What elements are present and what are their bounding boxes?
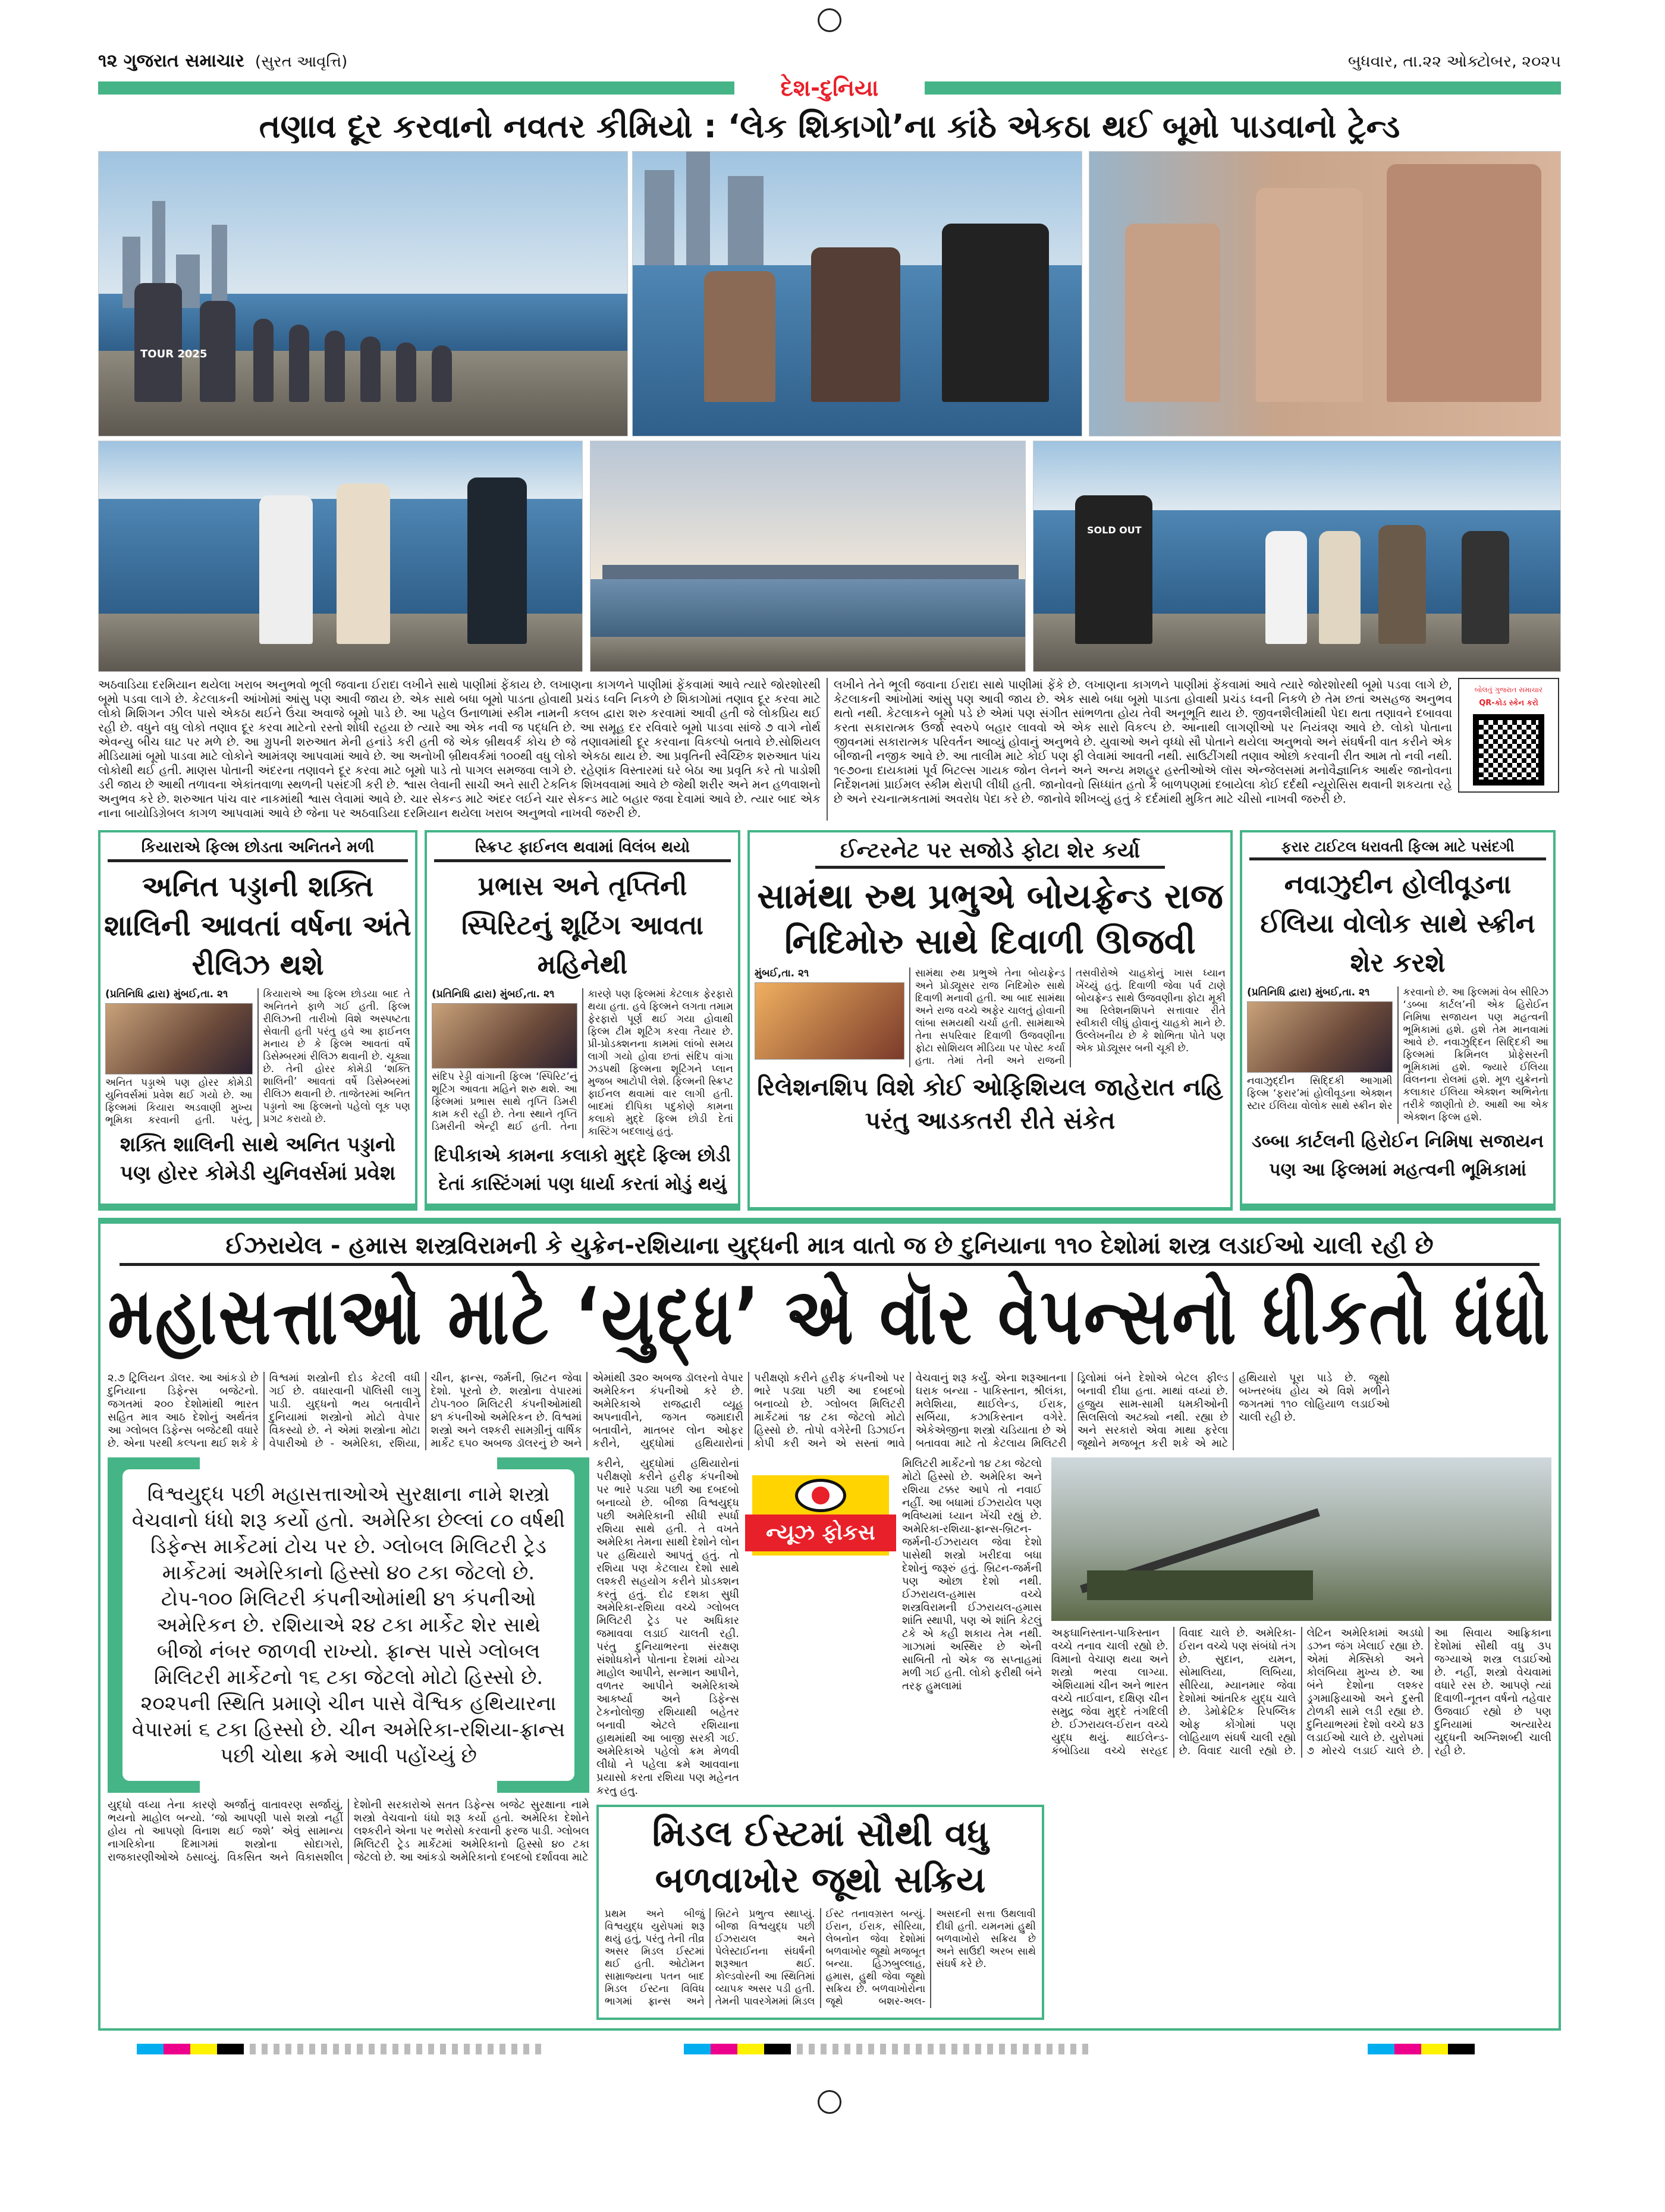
shirt-print-2: SOLD OUT: [1087, 524, 1142, 536]
couple-photo: [755, 982, 904, 1060]
qr-code-icon[interactable]: [1473, 714, 1544, 785]
dateline: (પ્રતિનિધિ દ્વારા) મુંબઈ,તા. ૨૧: [432, 988, 555, 1001]
film-story-3: [747, 830, 1233, 1211]
eye-icon: [795, 1479, 846, 1512]
dateline: (પ્રતિનિધિ દ્વારા) મુંબઈ,તા. ૨૧: [1247, 986, 1370, 999]
story-kicker: સ્ક્રિપ્ટ ફાઈનલ થવામાં વિલંબ થયો: [475, 838, 690, 857]
story-body: નવાઝુદ્દીન સિદ્દિકી આગામી ફિલ્મ ‘ફરાર’માં હોલીવૂડના એક્શન સ્ટાર ઈલિયા વોલોક સાથે સ્ક્રીન શેર કરવાનો છે. આ ફિલ્મમાં વેબ સીરિઝ ‘ડબ્બા કાર્ટલ’ની એક હિરોઈન નિમિષા સજાયન પણ મહત્વની ભૂમિકામાં હશે. હશે તેમ માનવામાં આવે છે. નવાઝુદ્દિન સિદ્દિકી આ ફિલ્મમાં ક્રિમિનલ પ્રોફેસરની ભૂમિકામાં હશે. જ્યારે ઈલિયા વિલનના રોલમાં હશે. મૂળ યુક્રેનનો કલાકાર ઈલિયા એક્શન અભિનેતા તરીકે જાણીતો છે. આથી આ એક એક્શન ફિલ્મ હશે.: [1247, 986, 1548, 1124]
war-headline: મહાસત્તાઓ માટે ‘યુદ્ધ’ એ વૉર વેપન્સનો ધીકતો ધંધો: [108, 1271, 1551, 1363]
story-subheadline: શક્તિ શાલિની સાથે અનિત પડ્ડાનો પણ હોરર કોમેડી યુનિવર્સમાં પ્રવેશ: [120, 1133, 396, 1186]
story-subheadline: ડબ્બા કાર્ટલની હિરોઈન નિમિષા સજાયન પણ આ ફિલ્મમાં મહત્વની ભૂમિકામાં: [1252, 1131, 1544, 1181]
color-bar: [797, 2044, 1094, 2054]
lead-photo-6: [1033, 441, 1561, 672]
actors-photo: [1247, 1001, 1393, 1073]
story-headline: સામંથા રુથ પ્રભુએ બોયફ્રેન્ડ રાજ નિદિમોરુ સાથે દિવાળી ઊજવી: [757, 876, 1223, 962]
film-story-4: [1240, 830, 1556, 1211]
story-headline: અનિત પડ્ડાની શક્તિ શાલિની આવતાં વર્ષના અંતે રીલિઝ થશે: [104, 870, 411, 982]
war-article: [98, 1218, 1561, 2031]
color-bar: [250, 2044, 547, 2054]
dateline: મુંબઈ,તા. ૨૧: [755, 967, 809, 980]
story-kicker: ફરાર ટાઈટલ ધરાવતી ફિલ્મ માટે પસંદગી: [1281, 838, 1515, 856]
middle-east-box: [596, 1805, 1044, 2020]
story-subheadline: રિલેશનશિપ વિશે કોઈ ઓફિશિયલ જાહેરાત નહિ પરંતુ આડકતરી રીતે સંકેત: [757, 1074, 1223, 1135]
middle-east-headline: મિડલ ઈસ્ટમાં સૌથી વધુ બળવાખોર જૂથો સક્રિય: [652, 1813, 989, 1902]
film-row: [98, 830, 1561, 1211]
artillery-photo: [1051, 1457, 1551, 1621]
lead-headline: તણાવ દૂર કરવાનો નવતર કીમિયો : ‘લેક શિકાગો’ના કાંઠે એકઠા થઈ બૂમો પાડવાનો ટ્રેન્ડ: [259, 108, 1400, 145]
story-kicker: ઈન્ટરનેટ પર સજોડે ફોટા શેર કર્યા: [840, 838, 1141, 863]
lead-photo-1: [98, 151, 628, 436]
war-kicker: ઈઝરાયેલ - હમાસ શસ્ત્રવિરામની કે યુક્રેન-રશિયાના યુદ્ધની માત્ર વાતો જ છે દુનિયાના ૧૧૦ દેશોમાં શસ્ત્ર લડાઈઓ ચાલી રહી છે: [225, 1232, 1434, 1260]
dateline: (પ્રતિનિધિ દ્વારા) મુંબઈ,તા. ૨૧: [105, 988, 228, 1001]
color-bar-row: [98, 2044, 1561, 2054]
registration-mark-top: [818, 8, 841, 32]
story-headline: નવાઝુદીન હોલીવૂડના ઈલિયા વોલોક સાથે સ્ક્રીન શેર કરશે: [1260, 869, 1535, 979]
war-middle-column: [596, 1457, 1044, 2020]
lead-body-col-1: અઠવાડિયા દરમિયાન થયેલા ખરાબ અનુભવો ભૂલી જવાના ઈરાદા લખીને સાથે પાણીમાં ફેંકાય છે. લખાણના કાગળને પાણીમાં ફેંકવામાં આવે ત્યારે જોરશોરથી બૂમો પડવા લાગે છે. કેટલાકની આંખોમાં આંસુ પણ આવી જાય છે. એક સાથે બધા બૂમો પાડતા હોવાથી પ્રચંડ ધ્વનિ નિકળે છે શિકાગોમાં તણાવ દૂર કરવા માટે લોકો મિશિગન ઝીલ પાસે એકઠા થઈને ઉંચા અવાજે બૂમો પાડે છે. આ પહેલ ઉનાળામાં સ્કીમ નામની કલબ દ્વારા શરુ કરવામાં આવી હતી જે લોકપ્રિય થઈ રહી છે. વધુને વધુ લોકો તણાવ દૂર કરવા માટેનો રસ્તો શોધી રહયા છે ત્યારે આ એક નવી જ પદ્ધતિ છે. આ સમૂહ દર રવિવારે બૂમો પાડવા સાંજે ૭ વાગે નોર્થ એવન્યુ બીચ ઘાટ પર મળે છે. આ ગ્રુપની શરુઆત મેની હનાંડે કરી હતી જે એક બ્રીથવર્ક કોચ છે જે તણાવમાંથી દૂર કરવાના વિકલ્પો બતાવે છે.સોશિયલ મીડિયામાં બૂમો પાડવા માટે લોકોને આમંત્રણ આપવામાં આવે છે. આ અનોખી બ્રીથવર્કમાં ૧૦૦થી વધુ લોકો એકઠા થાય છે. આ પ્રવૃતિની સ્વૈચ્છિક શરુઆત પાંચ લોકોથી થઈ હતી. માણસ પોતાની અંદરના તણાવને દૂર કરવા માટે બૂમો પાડે તો પાગલ સમજવા લાગે છે. રહેણાંક વિસ્તારમાં ઘરે બેઠા આ પ્રવૃતિ કરે તો પાડોશી ડરી જાય છે આથી તળાવના એકાંતવાળા સ્થળની પસંદગી કરી છે. શ્વાસ લેવાની સાચી અને સારી ટેકનિક શિખવવામાં આવે છે જેથી શરીર અને મન હળવાશનો અનુભવ કરે છે. શરુઆત પાંચ વાર નાકમાંથી શ્વાસ લેવામાં આવે છે. ચાર સેકન્ડ માટે અંદર લઈને ચાર સેકન્ડ માટે બહાર જવા દેવામાં આવે છે. ત્યાર બાદ એક નાના બાયોડિગ્રેબલ કાગળ આપવામાં આવે છે જેના પર અઠવાડિયા દરમિયાન થયેલા ખરાબ અનુભવો નાખવી જરુરી છે.: [98, 678, 821, 821]
lead-photo-2: [632, 151, 1082, 436]
section-title: દેશ-દુનિયા: [780, 74, 879, 101]
news-focus-label: ન્યૂઝ ફોકસ: [745, 1515, 896, 1551]
war-right-column: [1051, 1457, 1551, 1758]
actors-photo: [432, 1003, 577, 1069]
color-bar: [137, 2044, 244, 2054]
war-body-right: અફઘાનિસ્તાન-પાકિસ્તાન વચ્ચે તનાવ ચાલી રહ્યો છે. વિમાનો વેચાણ થયા અને શસ્ત્રો ભરવા લાગ્યા. એશિયામાં ચીન અને ભારત વચ્ચે તાઈવાન, દક્ષિણ ચીન સમુદ્ર જેવા મુદ્દે તંગદિલી છે. ઈઝરાયલ-ઈરાન વચ્ચે યુદ્ધ થયું. થાઈલેન્ડ-કંબોડિયા વચ્ચે સરહદ વિવાદ ચાલે છે. અમેરિકા-ઈરાન વચ્ચે પણ સંબંધો તંગ છે. સુદાન, યમન, સોમાલિયા, લિબિયા, સીરિયા, મ્યાનમાર જેવા દેશોમાં આંતરિક યુદ્ધ ચાલે છે. ડેમોક્રેટિક રિપબ્લિક ઓફ કોંગોમાં પણ લોહિયાળ સંઘર્ષ ચાલી રહ્યો છે. વિવાદ ચાલી રહ્યો છે. લેટિન અમેરિકામાં અડધો ડઝન જંગ ખેલાઈ રહ્યા છે. એમાં મેક્સિકો અને કોલંબિયા મુખ્ય છે. આ બંને દેશોના લશ્કર ડ્રગમાફિયાઓ અને દુસ્તી ટોળકી સામે લડી રહ્યા છે. દુનિયાભરમાં દેશો વચ્ચે ૪૩ લડાઈઓ ચાલે છે. યુરોપમાં ૭ મોરચે લડાઈ ચાલે છે. આ સિવાય આફ્રિકાના દેશોમાં સૌથી વધુ ૩૫ જગ્યાએ શસ્ત્ર લડાઈઓ છે. નહીં, શસ્ત્રો વેચવામાં વધારે રસ છે. આપણે ત્યાં દિવાળી-નૂતન વર્ષનો તહેવાર ઉજવાઈ રહ્યો છે પણ દુનિયામાં અત્યારેય યુદ્ધની અગ્નિશબ્દી ચાલી રહી છે.: [1051, 1627, 1551, 1758]
news-focus-slot: [746, 1457, 895, 1556]
qr-code-box[interactable]: [1458, 678, 1559, 793]
qr-instruction: QR-કોડ સ્કેન કરો: [1479, 699, 1538, 708]
story-kicker: કિયારાએ ફિલ્મ છોડતા અનિતને મળી: [141, 838, 375, 857]
war-body-mid-2: મિલિટરી માર્કેટનો ૧૪ ટકા જેટલો મોટો હિસ્સો છે. અમેરિકા અને રશિયા ટક્કર આપે તો નવાઈ નહીં. આ બધામાં ઈઝરાયેલ પણ ભવિષ્યમાં ધ્યાન ખેંચી રહ્યું છે. અમેરિકા-રશિયા-ફ્રાન્સ-બ્રિટન-જર્મની-ઈઝરાયલ જેવા દેશો પાસેથી શસ્ત્રો ખરીદવા બધા દેશોનું જરૂરું હતું. બ્રિટન-જર્મની પણ ઓછા દેશો નથી. ઈઝરાયલ-હમાસ વચ્ચે શસ્ત્રવિરામની ઈઝરાયલ-હમાસ શાંતિ સ્થાપી, પણ એ શાંતિ કેટલું ટકે એ કહી શકાય તેમ નથી. ગાઝામાં અસ્થિર છે એની સાબિતી તો એક જ સપ્તાહમાં મળી ગઈ હતી. લોકો ફરીથી બંને તરફ હુમલામાં: [902, 1457, 1042, 1693]
header-bar-row: [98, 71, 1561, 105]
actress-photo: [105, 1003, 253, 1074]
lead-photo-grid: [98, 151, 1561, 672]
lead-photo-3: [1089, 151, 1561, 436]
issue-date: બુધવાર, તા.૨૨ ઓક્ટોબર, ૨૦૨૫: [1347, 52, 1561, 71]
callout-frame: [108, 1457, 589, 1793]
news-focus-logo: [752, 1475, 889, 1556]
page-paper-name: ૧૨ ગુજરાત સમાચાર: [98, 51, 244, 71]
callout-quote: વિશ્વયુદ્ધ પછી મહાસત્તાઓએ સુરક્ષાના નામે શસ્ત્રો વેચવાનો ધંધો શરૂ કર્યો હતો. અમેરિકા છેલ્લાં ૮૦ વર્ષથી ડિફેન્સ માર્કેટમાં ટોચ પર છે. ગ્લોબલ મિલિટરી ટ્રેડ માર્કેટમાં અમેરિકાનો હિસ્સો ૪૦ ટકા જેટલો છે. ટોપ-૧૦૦ મિલિટરી કંપનીઓમાંથી ૪૧ કંપનીઓ અમેરિકન છે. રશિયાએ ૨૪ ટકા માર્કેટ શેર સાથે બીજો નંબર જાળવી રાખ્યો. ફ્રાન્સ પાસે ગ્લોબલ મિલિટરી માર્કેટનો ૧૬ ટકા જેટલો મોટો હિસ્સો છે. ૨૦૨૫ની સ્થિતિ પ્રમાણે ચીન પાસે વૈશ્વિક હથિયારના વેપારમાં ૬ ટકા હિસ્સો છે. ચીન અમેરિકા-રશિયા-ફ્રાન્સ પછી ચોથા ક્રમે આવી પહોંચ્યું છે: [122, 1469, 574, 1781]
gun-body: [1087, 1570, 1313, 1600]
shirt-print: TOUR 2025: [140, 348, 208, 361]
lead-body-col-2: લખીને તેને ભૂલી જવાના ઈરાદા સાથે પાણીમાં ફેંકે છે. લખાણના કાગળને પાણીમાં ફેંકવામાં આવે ત્યારે જોરશોરથી બૂમો પડવા લાગે છે, કેટલાકની આંખોમાં આંસુ પણ આવી જાય છે. એક સાથે બધા બૂમો પાડતા હોવાથી પ્રચંડ ધ્વની નિકળે છે તેમ છતાં અસહજ અનુભવ થતો નથી. કેટલાકને બૂમો પડે છે એમાં પણ સંગીત સાંભળતા હોય તેવી અનૂભૂતિ થાય છે. જીવનશૈલીમાંથી પેદા થતા તણાવને દબાવવા કરતા સકારાત્મક ઉર્જા સ્વરુપે બહાર લાવવો એ એક સારો વિકલ્પ છે. આનાથી લાગણીઓ પર નિયંત્રણ આવે છે. લોકો પોતાના જીવનમાં સકારાત્મક પરિવર્તન આવ્યું હોવાનું અનુભવે છે. યુવાઓ અને વૃધ્ધો સૌ પોતાને થયેલા અનુભવો અને સંઘર્ષની વાત કરીને એક બીજાની નજીક આવે છે. આ તાલીમ માટે કોઈ પણ ફી લેવામાં આવતી નથી. સાઉટીંગથી તણાવ ઓછો કરવાની રીત આમ તો નવી નથી. ૧૯૭૦ના દાયકામાં પૂર્વ બિટલ્સ ગાયક જોન લેનને અને અન્ય મશહૂર હસ્તીઓએ લૉસ એન્જેલસમાં મનોવૈજ્ઞાનિક આર્થર જાનોવના નિર્દેશનમાં પ્રાઈમલ સ્કીમ થેરાપી લીધી હતી. જાનોવનો સિધ્ધાંત હતો કે બાળપણમાં દબાયેલા કોઈ દર્દથી ન્યૂરોસિસ થવાની શકયતા રહે છે અને રચનાત્મકતામાં અવરોધ પેદા કરે છે. જાનોવે શીખવ્યું હતું કે દર્દમાંથી મુકિત માટે ચીસો નાખવી જરુરી છે.: [834, 678, 1452, 806]
registration-mark-bottom: [818, 2090, 841, 2114]
lead-photo-5: [590, 441, 1026, 672]
war-body-left: યુદ્ધો વધ્યા તેના કારણે અર્જાતું વાતાવરણ સર્જાયું, ભયનો માહોલ બન્યો. ‘જો આપણી પાસે શસ્ત્રો નહીં હોય તો આપણો વિનાશ થઈ જશે’ એવું સામાન્ય નાગરિકોના દિમાગમાં શસ્ત્રોના સોદાગરો, રાજકારણીઓએ ઠસાવ્યું. વિકસિત અને વિકાસશીલ દેશોની સરકારોએ સતત ડિફેન્સ બજેટ સુરક્ષાના નામે શસ્ત્રો વેચવાનો ધંધો શરૂ કર્યો હતો. અમેરિકા દેશોને લશ્કરીને એના પર ભરોસો કરવાની ફરજ પાડી. ગ્લોબલ મિલિટરી ટ્રેડ માર્કેટમાં અમેરિકાનો હિસ્સો ૪૦ ટકા જેટલો છે. આ આંકડો અમેરિકાનો દબદબો દર્શાવવા માટે: [108, 1799, 589, 1864]
war-body-top: ૨.૭ ટ્રિલિયન ડૉલર. આ આંકડો છે દુનિયાના ડિફેન્સ બજેટનો. જગતમાં ૨૦૦ દેશોમાંથી ભારત સહિત માત્ર આઠ દેશોનું અર્થતંત્ર આ ગ્લોબલ ડિફેન્સ બજેટથી વધારે છે. એના પરથી કલ્પના થઈ શકે કે વિશ્વમાં શસ્ત્રોની દોડ કેટલી વધી ગઈ છે. વધારવાની પૉલિસી લાગુ પાડી. યુદ્ધનો ભય બતાવીને દુનિયામાં શસ્ત્રોનો મોટો વેપાર વિકસ્યો છે. ને એમાં શસ્ત્રોના મોટા વેપારીઓ છે - અમેરિકા, રશિયા, ચીન, ફ્રાન્સ, જર્મની, બ્રિટન જેવા દેશો. પૂરતો છે. શસ્ત્રોના વેપારમાં ટોપ-૧૦૦ મિલિટરી કંપનીઓમાંથી ૪૧ કંપનીઓ અમેરિકન છે. વિશ્વમાં શસ્ત્રો અને લશ્કરી સામગ્રીનું વાર્ષિક માર્કેટ ૬૫૦ અબજ ડૉલરનું છે અને એમાંથી ૩૨૦ અબજ ડૉલરનો વેપાર અમેરિકન કંપનીઓ કરે છે. અમેરિકાએ રાજદ્વારી વ્યૂહ અપનાવીને, જગત જમાદારી બતાવીને, માતબર લોન ઓફર કરીને, યુદ્ધોમાં હથિયારોનાં પરીક્ષણો કરીને હરીફ કંપનીઓ પર ભારે પડ્યા પછી આ દબદબો બનાવ્યો છે. ગ્લોબલ મિલિટરી માર્કેટમાં ૧૪ ટકા જેટલો મોટો હિસ્સો છે. તોપો વગેરેની ડિઝાઈન કોપી કરી અને એ સસ્તાં ભાવે વેચવાનું શરૂ કર્યું. એના શરૂઆતના ઘરાક બન્યા - પાકિસ્તાન, શ્રીલંકા, મલેશિયા, થાઈલેન્ડ, ઈરાક, સર્બિયા, કઝાકિસ્તાન વગેરે. એકેએજીના શસ્ત્રો ચડિયાતા છે એ બતાવવા માટે તો કેટલાય મિલિટરી ડ્રિલોમાં બંને દેશોએ બેટલ ફીલ્ડ બનાવી દીધા હતા. માથાં વધ્યાં છે. હજુય સામ-સામી ધમકીઓની સિલસિલો અટક્યો નથી. રહ્યા છે અને સરકારો એવા માથા ફરેલા જૂથોને મજબૂત કરી શકે એ માટે હથિયારો પૂરા પાડે છે. જૂથો બખ્તરબંધ હોય એ વિશે મળીને જગતમાં ૧૧૦ લોહિયાળ લડાઈઓ ચાલી રહી છે.: [108, 1372, 1390, 1450]
story-body: સામંથા રુથ પ્રભુએ તેના બોયફ્રેન્ડ અને પ્રોડ્યૂસર રાજ નિદિમોરુ સાથે દિવાળી મનાવી હતી. આ બાદ સામંથા અને રાજ વચ્ચે અફેર ચાલતું હોવાની લાંબા સમયથી ચર્ચા હતી. સામંથાએ તેના સપરિવાર દિવાળી ઉજવણીના ફોટા સોશિયલ મીડિયા પર પોસ્ટ કર્યા હતા. તેમાં તેની અને રાજની તસવીરોએ ચાહકોનું ખાસ ધ્યાન ખેંચ્યું હતું. દિવાળી જેવા પર્વ ટાણે બોયફ્રેન્ડ સાથે ઉજવણીના ફોટા મૂકી આ રિલેશનશિપને સત્તાવાર રીતે સ્વીકારી લીધું હોવાનું ચાહકો માને છે. ઉલ્લેખનીય છે કે શોભિતા પોતે પણ એક પ્રોડ્યૂસર બની ચૂકી છે.: [915, 967, 1226, 1067]
story-body: અનિત પડ્ડાએ પણ હોરર કોમેડી યુનિવર્સમાં પ્રવેશ થઈ ગયો છે. આ ફિલ્મમાં કિયારા અડવાણી મુખ્ય ભૂમિકા કરવાની હતી. પરંતુ, કિયારાએ આ ફિલ્મ છોડયા બાદ તે અનિતને ફાળે ગઈ હતી. ફિલ્મ રીલિઝની તારીખો વિશે અસ્પષ્ટતા સેવાતી હતી પરંતુ હવે આ ફાઈનલ મનાય છે કે ફિલ્મ આવતાં વર્ષે ડિસેમ્બરમાં રીલિઝ થવાની છે. ચૂક્યા છે. તેની હોરર કોમેડી ‘શક્તિ શાલિની’ આવતાં વર્ષે ડિસેમ્બરમાં રીલિઝ થવાની છે. તાજેતરમાં અનિત પડ્ડાનો આ ફિલ્મનો પહેલો લૂક પણ પ્રગટ કરાયો છે.: [105, 988, 410, 1127]
qr-title: બોલતું ગુજરાત સમાચાર: [1474, 686, 1543, 695]
masthead: [98, 42, 1561, 71]
middle-east-body: પ્રથમ અને બીજું વિશ્વયુદ્ધ યુરોપમાં શરૂ થયું હતું, પરંતુ તેની તીવ્ર અસર મિડલ ઈસ્ટમાં થઈ હતી. ઓટોમન સામ્રાજ્યના પતન બાદ મિડલ ઈસ્ટના વિવિધ ભાગમાં ફ્રાન્સ અને બ્રિટને પ્રભુત્વ સ્થાપ્યું. બીજા વિશ્વયુદ્ધ પછી ઈઝરાયલ અને પેલેસ્ટાઈનના સંઘર્ષની શરૂઆત થઈ. કોલ્ડવોરની આ સ્થિતિમાં વ્યાપક અસર પડી હતી. તેમની પાવરગેમમાં મિડલ ઈસ્ટ તનાવગ્રસ્ત બન્યું. ઈરાન, ઈરાક, સીરિયા, લેબનોન જેવા દેશોમાં બળવાખોર જૂથો મજબૂત બન્યા. હિઝબુલ્લાહ, હમાસ, હુથી જેવા જૂથો સક્રિય છે. બળવાખોરોના જૂથે બશર-અલ-અસદની સત્તા ઉથલાવી દીધી હતી. યમનમાં હુથી બળવાખોરો સક્રિય છે અને સાઉદી અરબ સાથે સંઘર્ષ કરે છે.: [605, 1908, 1036, 2008]
story-subheadline: દિપીકાએ કામના કલાકો મુદ્દે ફિલ્મ છોડી દેતાં કાસ્ટિંગમાં પણ ધાર્યા કરતાં મોડું થયું: [434, 1145, 731, 1195]
war-left-column: [108, 1457, 589, 1864]
film-story-1: [98, 830, 417, 1211]
eye-pupil: [812, 1487, 830, 1504]
lead-body: [98, 678, 1561, 821]
edition-label: (સુરત આવૃત્તિ): [255, 53, 348, 71]
header-bar-left: [98, 81, 734, 95]
war-body-mid: કરીને, યુદ્ધોમાં હથિયારોનાં પરીક્ષણો કરીને હરીફ કંપનીઓ પર ભારે પડ્યા પછી આ દબદબો બનાવ્યો છે. બીજા વિશ્વયુદ્ધ પછી અમેરિકાની સીધી સ્પર્ધા રશિયા સાથે હતી. તે વખતે અમેરિકા તેમના સાથી દેશોને લોન પર હથિયારો આપતું હતું. તો રશિયા પણ કેટલાય દેશો સાથે લશ્કરી સહયોગ કરીને પ્રોડક્શન કરતું હતું. દોઢ દશકા સુધી અમેરિકા-રશિયા વચ્ચે ગ્લોબલ મિલિટરી ટ્રેડ પર અધિકાર જમાવવા લડાઈ ચાલતી રહી. પરંતુ દુનિયાભરના સંરક્ષણ સંશોધકોને પોતાના દેશમાં યોગ્ય માહોલ આપીને, સન્માન આપીને, વળતર આપીને અમેરિકાએ આકર્ષ્યા અને ડિફેન્સ ટેકનોલોજી રશિયાથી બહેતર બનાવી એટલે રશિયાના હાથમાંથી આ બાજી સરકી ગઈ. અમેરિકાએ પહેલો ક્રમ મેળવી લીધો ને પહેલા ક્રમે આવવાના પ્રયાસો કરતા રશિયા પણ મહેનત કરતુ હતુ.: [596, 1457, 739, 1798]
color-bar: [1368, 2044, 1475, 2054]
header-bar-right: [925, 81, 1561, 95]
film-story-2: [425, 830, 740, 1211]
story-body: સંદિપ રેડ્ડી વાંગાની ફિલ્મ ‘સ્પિરિટ’નું શૂટિંગ આવતા મહિને શરુ થશે. આ ફિલ્મમાં પ્રભાસ સાથે તૃપ્તિ ડિમરી કામ કરી રહી છે. તેના સ્થાને તૃપ્તિ ડિમરીની એન્ટ્રી થઈ હતી. તેના કારણે પણ ફિલ્મમાં કેટલાક ફેરફારો થયા હતા. હવે ફિલ્મને લગતા તમામ ફેરફારો પૂર્ણ થઈ ગયા હોવાથી ફિલ્મ ટીમ શૂટિંગ કરવા તૈયાર છે. પ્રી-પ્રોડક્શનના કામમાં લાંબો સમય લાગી ગયો હોવા છતાં સંદિપ વાંગા ઝડપથી ફિલ્મના શૂટિંગને પ્લાન મુજબ આટોપી લેશે. ફિલ્મની સ્ક્રિપ્ટ ફાઈનલ થવામાં વાર લાગી હતી. બાદમાં દીપિકા પદુકોણે કામના કલાકો મુદ્દે ફિલ્મ છોડી દેતાં કાસ્ટિંગ બદલાયું હતું.: [432, 988, 733, 1138]
color-bar: [684, 2044, 791, 2054]
lead-photo-4: [98, 441, 583, 672]
war-lower: [108, 1457, 1551, 2020]
story-headline: પ્રભાસ અને તૃપ્તિની સ્પિરિટનું શૂટિંગ આવતા મહિનેથી: [461, 871, 703, 981]
column-rule: [827, 678, 828, 821]
